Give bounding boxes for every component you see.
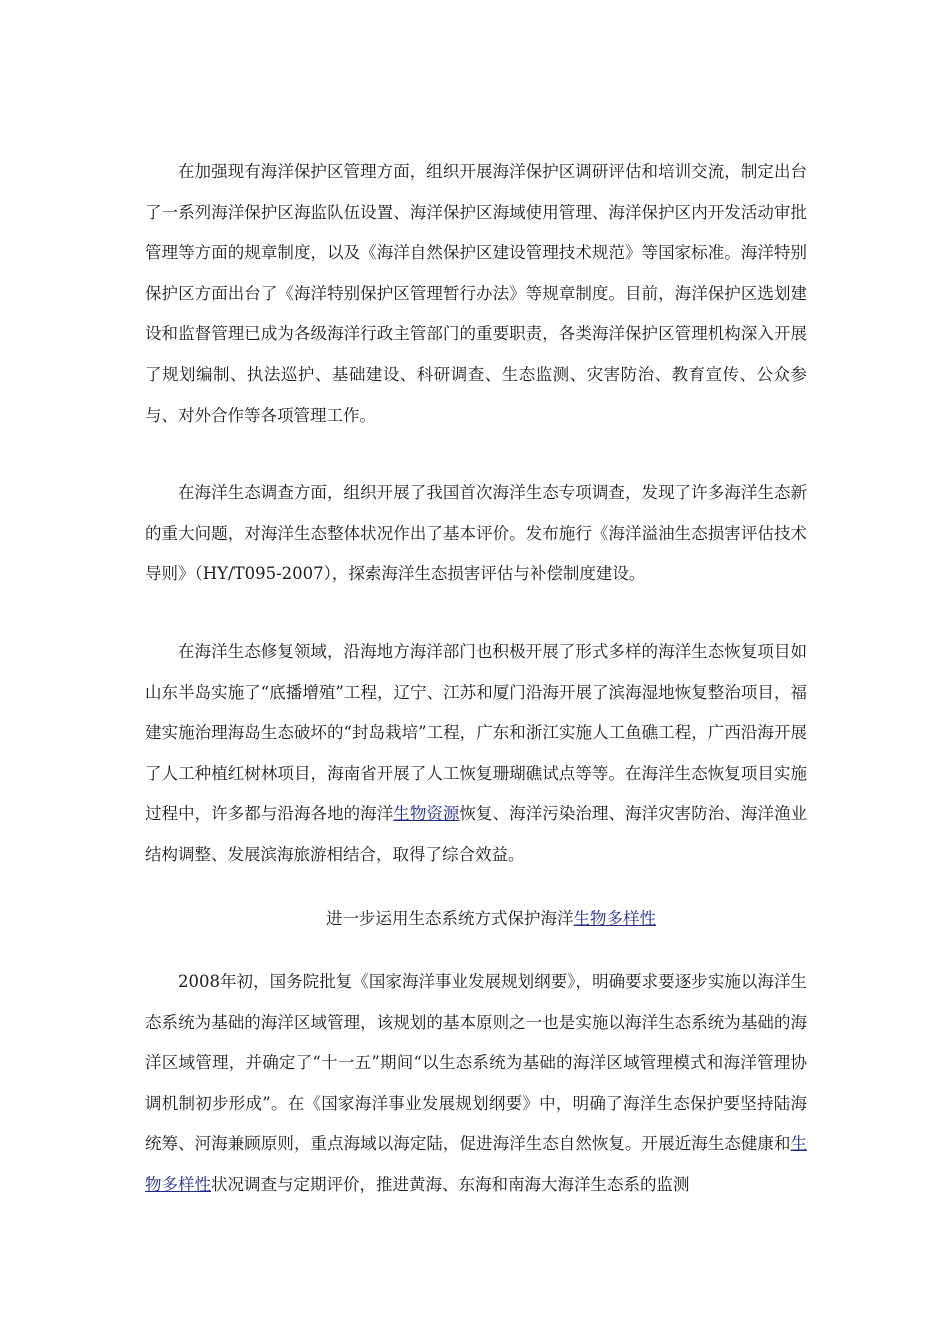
section-heading <box>145 899 807 940</box>
document-page <box>145 152 807 1206</box>
paragraph-text: 在海洋生态修复领域，沿海地方海洋部门也积极开展了形式多样的海洋生态恢复项目如山东半岛实施了“底播增殖”工程，辽宁、江苏和厦门沿海开展了滨海湿地恢复整治项目，福建实施治理海岛生态破坏的“封岛栽培”工程，广东和浙江实施人工鱼礁工程，广西沿海开展了人工种植红树林项目，海南省开展了人工恢复珊瑚礁试点等等。在海洋生态恢复项目实施过程中，许多都与沿海各地的海洋 <box>145 641 807 824</box>
paragraph-ecological-survey: 在海洋生态调查方面，组织开展了我国首次海洋生态专项调查，发现了许多海洋生态新的重大问题，对海洋生态整体状况作出了基本评价。发布施行《海洋溢油生态损害评估技术导则》（HY/T095-2007），探索海洋生态损害评估与补偿制度建设。 <box>145 483 807 584</box>
paragraph-ecological-restoration <box>145 632 807 876</box>
paragraph-marine-protected-areas: 在加强现有海洋保护区管理方面，组织开展海洋保护区调研评估和培训交流，制定出台了一系列海洋保护区海监队伍设置、海洋保护区海域使用管理、海洋保护区内开发活动审批管理等方面的规章制度，以及《海洋自然保护区建设管理技术规范》等国家标准。海洋特别保护区方面出台了《海洋特别保护区管理暂行办法》等规章制度。目前，海洋保护区选划建设和监督管理已成为各级海洋行政主管部门的重要职责，各类海洋保护区管理机构深入开展了规划编制、执法巡护、基础建设、科研调查、生态监测、灾害防治、教育宣传、公众参与、对外合作等各项管理工作。 <box>145 162 807 425</box>
paragraph-text: 恢复、海洋污染治理、海洋灾害防治、海洋渔业结构调整、发展滨海旅游相结合，取得了综合效益。 <box>145 804 808 864</box>
paragraph-text: 2008年初，国务院批复《国家海洋事业发展规划纲要》，明确要求要逐步实施以海洋生态系统为基础的海洋区域管理，该规划的基本原则之一也是实施以海洋生态系统为基础的海洋区域管理，并确定了“十一五”期间“以生态系统为基础的海洋区域管理模式和海洋管理协调机制初步形成”。在《国家海洋事业发展规划纲要》中，明确了海洋生态保护要坚持陆海统筹、河海兼顾原则，重点海域以海定陆，促进海洋生态自然恢复。开展近海生态健康和 <box>145 972 807 1154</box>
link-biodiversity[interactable]: 生物多样性 <box>573 908 656 928</box>
link-biological-resources[interactable]: 生物资源 <box>393 804 460 824</box>
paragraph-text: 状况调查与定期评价，推进黄海、东海和南海大海洋生态系的监测 <box>211 1175 690 1195</box>
heading-text: 进一步运用生态系统方式保护海洋 <box>326 908 574 928</box>
link-biodiversity-inline[interactable]: 生物多样性 <box>145 1134 807 1195</box>
paragraph-ecosystem-management <box>145 962 807 1206</box>
